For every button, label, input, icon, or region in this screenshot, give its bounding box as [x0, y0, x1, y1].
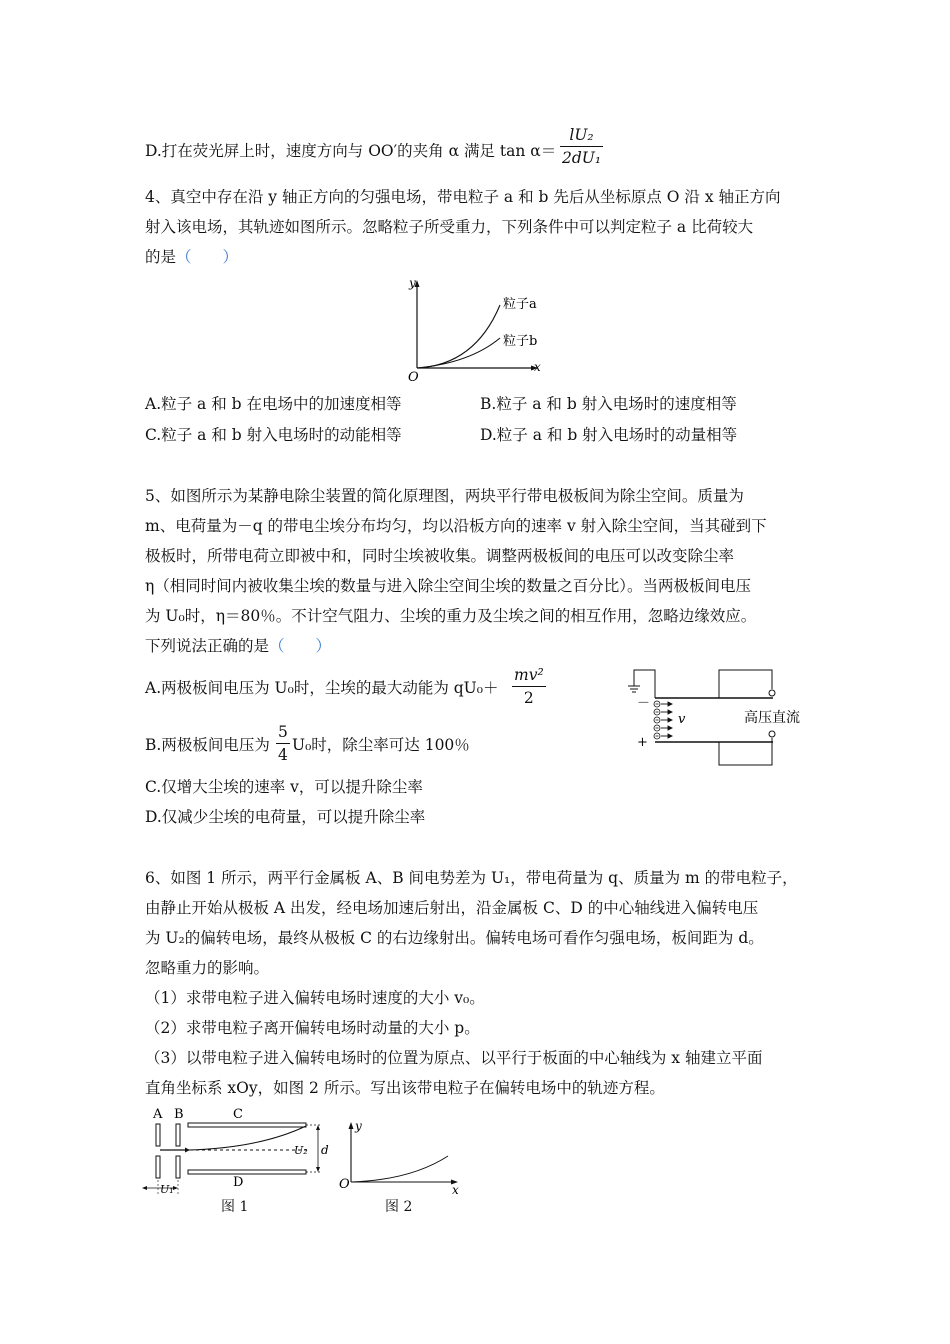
- q6-fig2-y-arrow-icon: [349, 1122, 354, 1129]
- q4-x-label: x: [534, 360, 541, 374]
- q4-curve-a-label: 粒子a: [503, 297, 537, 312]
- q6-d-label: d: [321, 1143, 329, 1157]
- q6-plate-a-lower: [156, 1156, 160, 1178]
- q6-sub-question-3-line-2: 直角坐标系 xOy，如图 2 所示。写出该带电粒子在偏转电场中的轨迹方程。: [145, 1079, 665, 1097]
- q4-curve-b: [417, 338, 500, 368]
- q5-velocity-arrows-icon: [661, 702, 672, 738]
- q5-option-b-denominator: 4: [278, 746, 288, 764]
- q5-answer-paren: （ ）: [269, 637, 332, 655]
- q6-plate-c-label: C: [233, 1107, 243, 1122]
- q4-curve-a: [417, 305, 500, 368]
- q3-option-d-fraction: [560, 124, 603, 169]
- q5-upper-terminal-icon: [769, 690, 775, 696]
- q6-figure-1: [140, 1104, 340, 1204]
- q4-stem-end: 的是: [145, 248, 177, 266]
- q6-plate-c: [188, 1123, 306, 1127]
- q6-u2-label: U₂: [294, 1144, 308, 1157]
- q4-option-c: C.粒子 a 和 b 射入电场时的动能相等: [145, 426, 402, 444]
- q6-u1-label: U₁: [160, 1183, 174, 1196]
- q6-plate-b-lower: [176, 1156, 180, 1178]
- q4-answer-paren: （ ）: [176, 248, 239, 266]
- q4-option-b: B.粒子 a 和 b 射入电场时的速度相等: [480, 395, 737, 413]
- q4-trajectory-figure: [395, 275, 565, 385]
- q5-line-2: m、电荷量为－q 的带电尘埃分布均匀，均以沿板方向的速率 v 射入除尘空间，当其碰到下: [145, 517, 767, 535]
- q5-option-b: [145, 735, 270, 755]
- q4-line-2: 射入该电场，其轨迹如图所示。忽略粒子所受重力，下列条件中可以判定粒子 a 比荷较大: [145, 218, 754, 236]
- q5-velocity-label: v: [678, 712, 686, 727]
- q6-sub-question-3-line-1: （3）以带电粒子进入偏转电场时的位置为原点、以平行于板面的中心轴线为 x 轴建立平面: [145, 1049, 763, 1067]
- q4-line-1: 4、真空中存在沿 y 轴正方向的匀强电场，带电粒子 a 和 b 先后从坐标原点 O 沿 x 轴正方向: [145, 188, 781, 206]
- q6-sub-question-2: （2）求带电粒子离开偏转电场时动量的大小 p。: [145, 1019, 480, 1037]
- q5-supply-label: 高压直流: [744, 710, 800, 726]
- q6-plate-b-label: B: [174, 1107, 184, 1122]
- q6-plate-b-upper: [176, 1124, 180, 1146]
- q5-option-c: C.仅增大尘埃的速率 v，可以提升除尘率: [145, 778, 423, 796]
- q6-sub-question-1: （1）求带电粒子进入偏转电场时速度的大小 v₀。: [145, 989, 485, 1007]
- q5-option-a: [145, 678, 498, 698]
- q5-option-d: D.仅减少尘埃的电荷量，可以提升除尘率: [145, 808, 426, 826]
- q6-line-2: 由静止开始从极板 A 出发，经电场加速后射出，沿金属板 C、D 的中心轴线进入偏转电压: [145, 899, 759, 917]
- q6-figure-1-caption: 图 1: [221, 1199, 249, 1215]
- q5-option-a-fraction: [512, 664, 546, 709]
- q5-line-6: [145, 636, 331, 656]
- q3-option-d-text: D.打在荧光屏上时，速度方向与 OO′的夹角 α 满足 tan α＝: [145, 142, 557, 160]
- q5-option-a-text: A.两极板间电压为 U₀时，尘埃的最大动能为 qU₀＋: [145, 679, 499, 697]
- q5-line-3: 极板时，所带电荷立即被中和，同时尘埃被收集。调整两极板间的电压可以改变除尘率: [145, 547, 735, 565]
- q6-plate-a-label: A: [153, 1107, 163, 1122]
- q5-option-b-prefix: B.两极板间电压为: [145, 736, 270, 754]
- q6-plate-d: [188, 1170, 306, 1174]
- q6-plate-d-label: D: [233, 1175, 244, 1190]
- q6-fig2-y-label: y: [355, 1119, 362, 1133]
- q5-lower-terminal-icon: [769, 731, 775, 737]
- q5-plus-sign: +: [637, 735, 648, 750]
- q4-option-d: D.粒子 a 和 b 射入电场时的动量相等: [480, 426, 738, 444]
- q6-figure-2-caption: 图 2: [385, 1199, 413, 1215]
- q5-option-b-suffix: U₀时，除尘率可达 100％: [292, 736, 470, 754]
- q6-fig2-origin-label: O: [339, 1177, 350, 1192]
- q4-origin-label: O: [408, 370, 419, 385]
- q5-stem-end: 下列说法正确的是: [145, 637, 270, 655]
- q5-option-b-numerator: 5: [276, 721, 290, 744]
- q5-line-5: 为 U₀时，η＝80％。不计空气阻力、尘埃的重力及尘埃之间的相互作用，忽略边缘效应。: [145, 607, 757, 625]
- q5-line-4: η（相同时间内被收集尘埃的数量与进入除尘空间尘埃的数量之百分比）。当两极板间电压: [145, 577, 752, 595]
- q6-figure-2: [336, 1118, 466, 1198]
- q5-upper-circuit: [719, 670, 772, 698]
- q3-option-d: [145, 141, 556, 161]
- q3-fraction-numerator: lU₂: [560, 124, 603, 147]
- q6-plate-a-upper: [156, 1124, 160, 1146]
- q5-line-1: 5、如图所示为某静电除尘装置的简化原理图，两块平行带电极板间为除尘空间。质量为: [145, 487, 744, 505]
- q3-fraction-denominator: 2dU₁: [562, 149, 602, 167]
- q4-y-label: y: [409, 276, 416, 290]
- q5-precipitator-figure: [628, 665, 818, 770]
- q4-curve-b-label: 粒子b: [503, 334, 538, 349]
- q5-dust-particles: [654, 701, 660, 739]
- q6-line-1: 6、如图 1 所示，两平行金属板 A、B 间电势差为 U₁，带电荷量为 q、质量为 m 的带电粒子，: [145, 869, 798, 887]
- q5-option-a-numerator: mv²: [512, 664, 546, 687]
- q5-top-lead: [634, 670, 655, 698]
- q4-option-a: A.粒子 a 和 b 在电场中的加速度相等: [145, 395, 402, 413]
- q6-particle-trajectory: [188, 1126, 306, 1150]
- q6-fig2-trajectory: [351, 1156, 448, 1182]
- q6-line-4: 忽略重力的影响。: [145, 959, 270, 977]
- q5-minus-sign: －: [637, 696, 651, 711]
- q4-line-3: [145, 247, 238, 267]
- q5-option-b-fraction: [276, 721, 290, 766]
- q6-fig2-x-label: x: [452, 1183, 459, 1197]
- q5-option-a-denominator: 2: [523, 689, 534, 707]
- q6-line-3: 为 U₂的偏转电场，最终从极板 C 的右边缘射出。偏转电场可看作匀强电场，板间距为 d。: [145, 929, 764, 947]
